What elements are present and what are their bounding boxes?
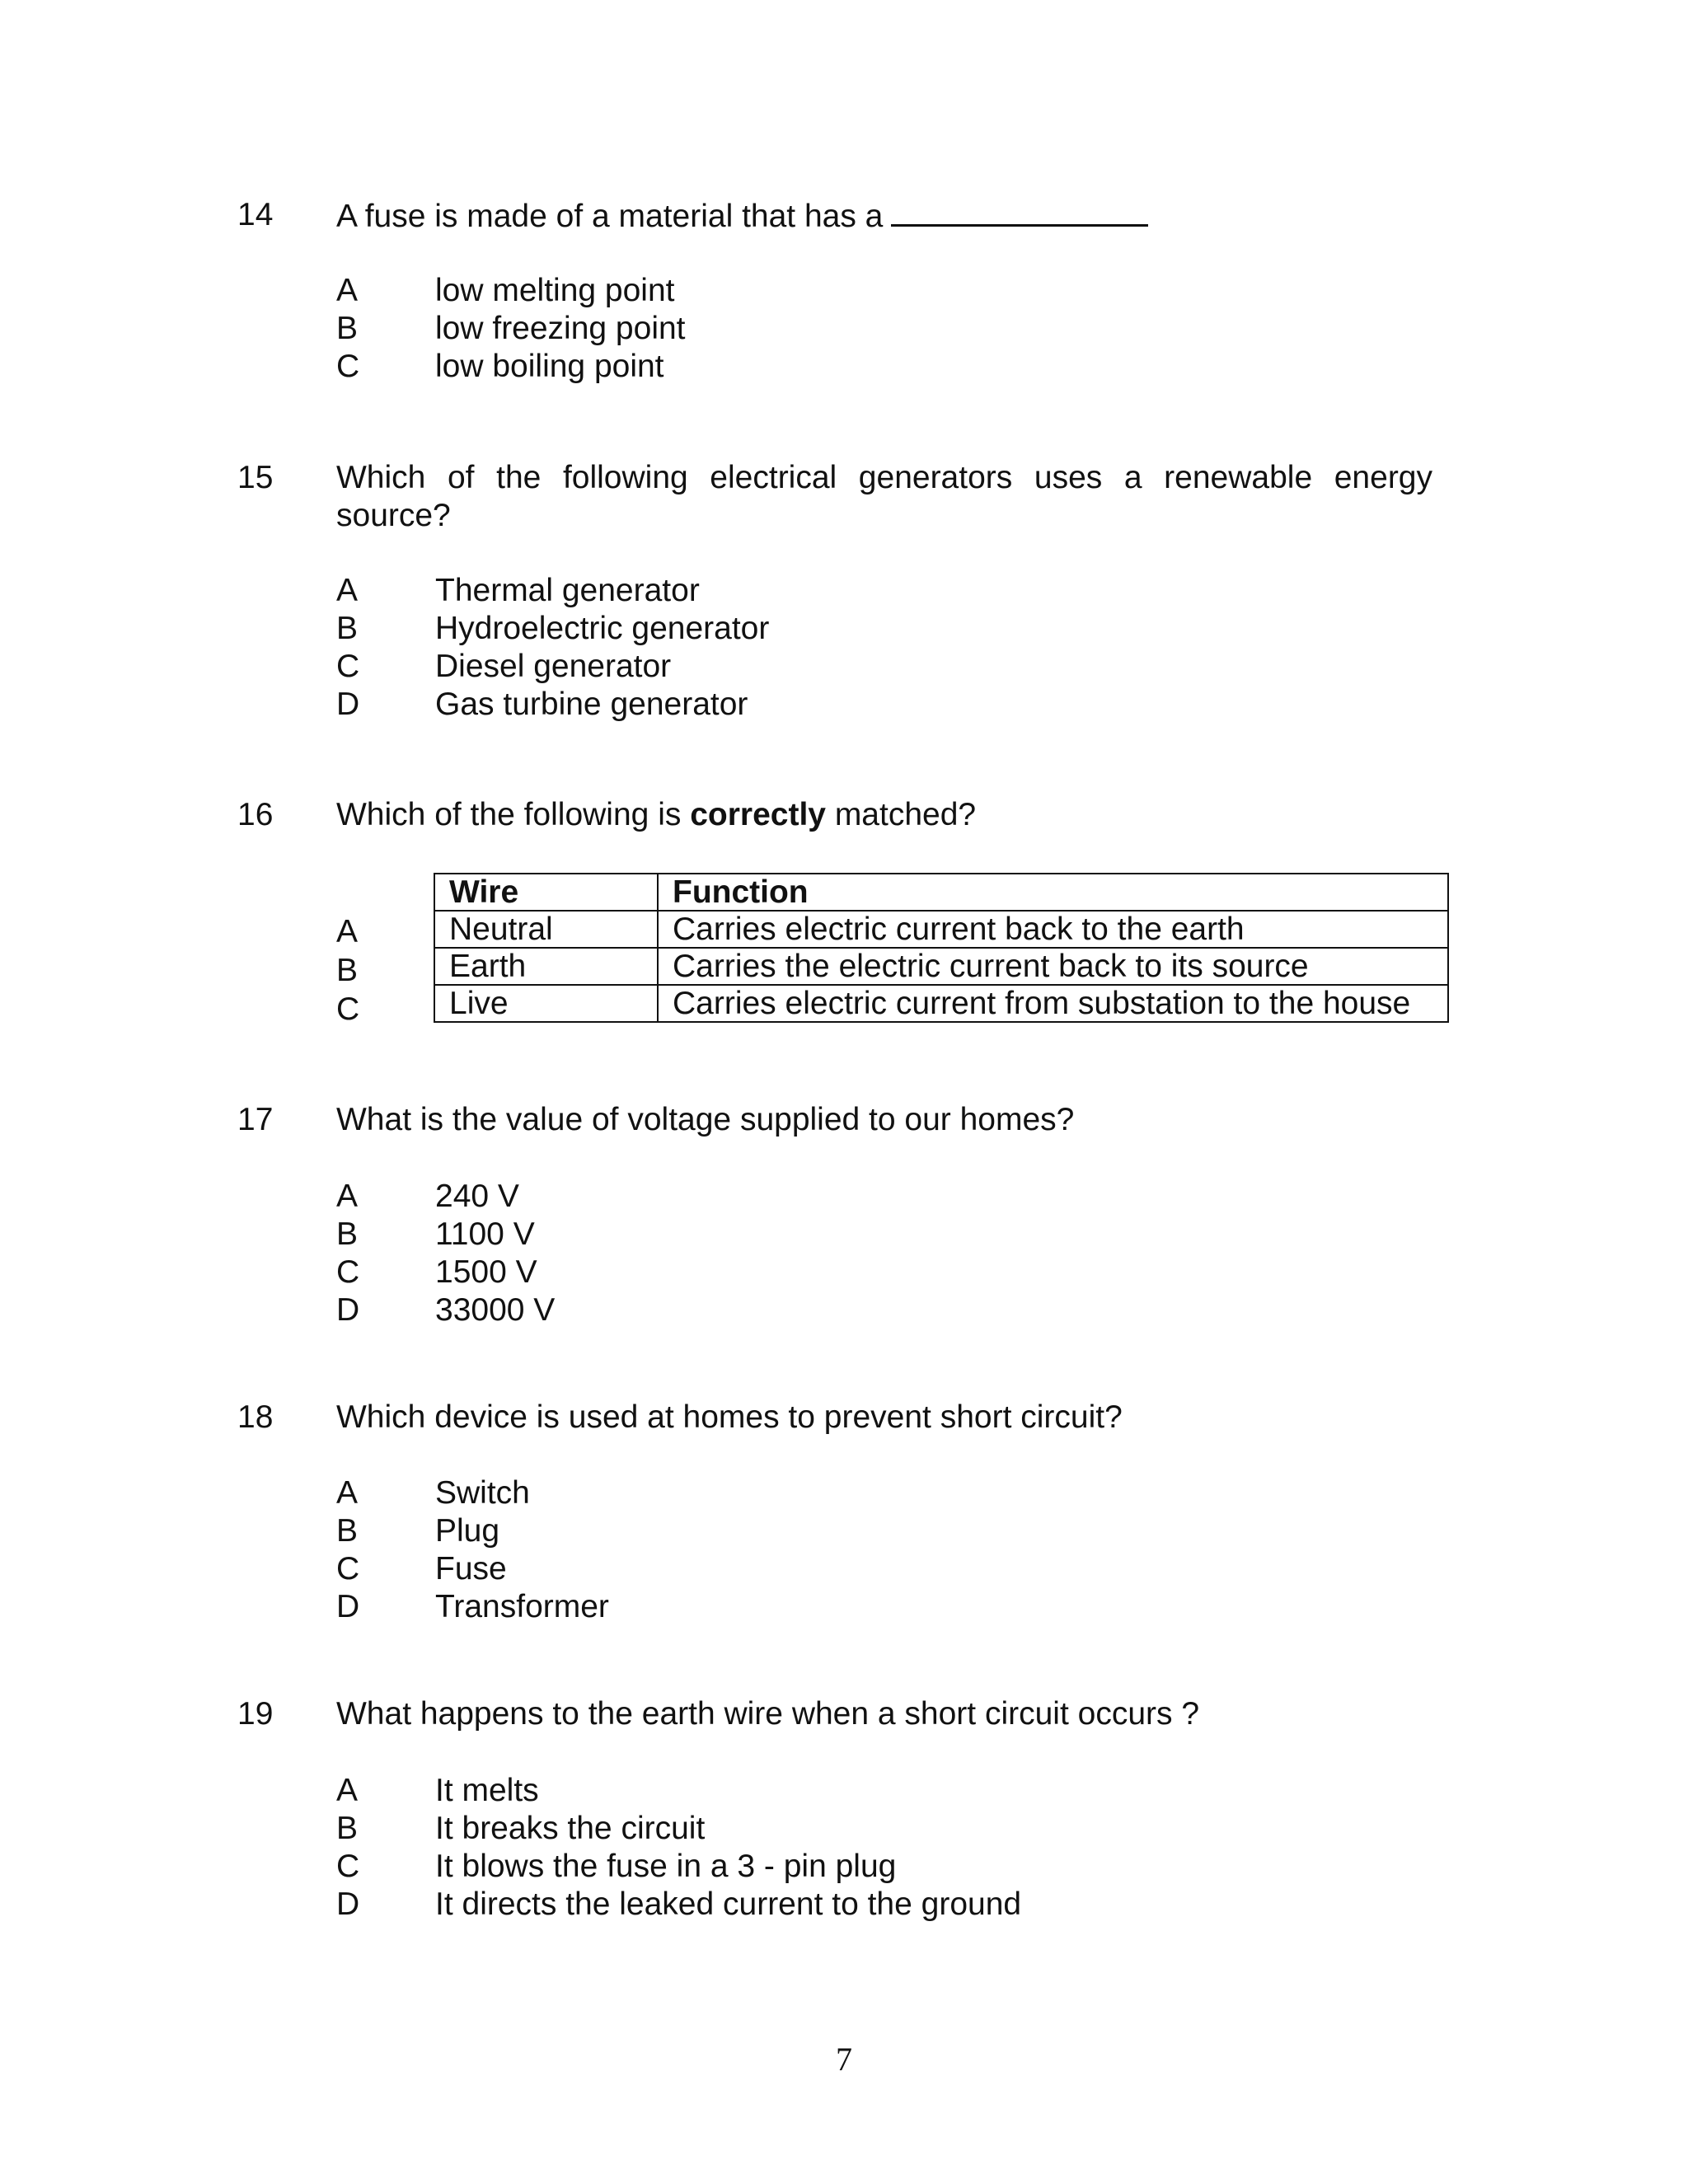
option <box>336 1772 1432 1810</box>
option-letter: B <box>336 611 359 646</box>
option-letter: B <box>336 1216 359 1252</box>
option-text: It melts <box>435 1773 539 1808</box>
question-number: 15 <box>237 460 274 495</box>
option-text: It blows the fuse in a 3 - pin plug <box>435 1849 897 1884</box>
question-stem: Which device is used at homes to prevent short circuit? <box>336 1399 1123 1435</box>
table-cell-function: Carries the electric current back to its source <box>658 948 1448 985</box>
option <box>336 348 1432 386</box>
option-text: Gas turbine generator <box>435 687 748 722</box>
option-text: It breaks the circuit <box>435 1811 706 1846</box>
table-cell-function: Carries electric current back to the earth <box>658 911 1448 948</box>
table-header-row <box>434 874 1448 911</box>
table-cell-wire: Neutral <box>434 911 658 948</box>
table-row <box>434 948 1448 985</box>
option-text: low melting point <box>435 273 675 308</box>
question-stem: Which of the following electrical generators uses a renewable energy source? <box>336 460 1432 533</box>
option-text: low boiling point <box>435 349 664 384</box>
option-letter: D <box>336 1292 360 1328</box>
option-text: Plug <box>435 1513 500 1549</box>
option-letter: C <box>336 1849 360 1884</box>
option-letter: C <box>336 349 360 384</box>
option <box>336 1848 1432 1886</box>
option-letters <box>336 912 419 1029</box>
table-header-wire: Wire <box>434 874 658 911</box>
question-number: 19 <box>237 1696 274 1732</box>
option <box>336 1216 1432 1254</box>
page-number: 7 <box>836 2041 852 2078</box>
option <box>336 1474 1432 1512</box>
question-stem <box>336 796 1432 834</box>
table-header-function: Function <box>658 874 1448 911</box>
emphasis-text: correctly <box>690 797 826 832</box>
option <box>336 610 1432 648</box>
option-letter: B <box>336 1811 359 1846</box>
option-text: Switch <box>435 1475 530 1511</box>
option <box>336 572 1432 610</box>
option-letter: D <box>336 687 360 722</box>
option-letter: A <box>336 273 359 308</box>
option-letter: C <box>336 991 360 1027</box>
option-text: Transformer <box>435 1589 609 1624</box>
option-list <box>336 1772 1432 1924</box>
question-stem: What happens to the earth wire when a short circuit occurs ? <box>336 1696 1200 1732</box>
option-text: 240 V <box>435 1179 519 1214</box>
option-text: It directs the leaked current to the ground <box>435 1886 1022 1922</box>
question-stem <box>336 196 1432 236</box>
option <box>336 1512 1432 1550</box>
option-text: Thermal generator <box>435 573 700 608</box>
question-text: matched? <box>834 797 977 832</box>
option-text: 1100 V <box>435 1216 535 1252</box>
table-cell-wire: Earth <box>434 948 658 985</box>
option-letter: C <box>336 1254 360 1290</box>
option-letter: B <box>336 311 359 346</box>
question-number: 18 <box>237 1399 274 1435</box>
option-letter: B <box>336 953 359 988</box>
option <box>336 1810 1432 1848</box>
option-letter: A <box>336 1773 359 1808</box>
option-letter: B <box>336 1513 359 1549</box>
option <box>336 686 1432 724</box>
table-row <box>434 911 1448 948</box>
table-row <box>434 985 1448 1022</box>
option-letter: A <box>336 1179 359 1214</box>
option-list <box>336 272 1432 386</box>
option-list <box>336 1178 1432 1329</box>
wire-function-table <box>434 873 1449 1023</box>
question-text: Which of the following is <box>336 797 682 832</box>
option-text: Hydroelectric generator <box>435 611 770 646</box>
option <box>336 272 1432 310</box>
option <box>336 1550 1432 1588</box>
option-letter: A <box>336 1475 359 1511</box>
option-letter: D <box>336 1886 360 1922</box>
option-text: low freezing point <box>435 311 686 346</box>
option-letter: C <box>336 649 360 684</box>
table-cell-wire: Live <box>434 985 658 1022</box>
option-text: 1500 V <box>435 1254 537 1290</box>
question-number: 16 <box>237 797 274 832</box>
option-letter: C <box>336 1551 360 1586</box>
option-letter: A <box>336 914 359 949</box>
question-number: 14 <box>237 197 274 232</box>
option <box>336 1254 1432 1291</box>
option <box>336 1178 1432 1216</box>
question-stem: What is the value of voltage supplied to our homes? <box>336 1102 1075 1137</box>
option <box>336 648 1432 686</box>
option-letter: A <box>336 573 359 608</box>
question-text: A fuse is made of a material that has a <box>336 199 884 234</box>
option-text: Fuse <box>435 1551 507 1586</box>
answer-blank <box>891 196 1148 227</box>
question-number: 17 <box>237 1102 274 1137</box>
option <box>336 1291 1432 1329</box>
table-cell-function: Carries electric current from substation to the house <box>658 985 1448 1022</box>
option-list <box>336 1474 1432 1626</box>
option-letter: D <box>336 1589 360 1624</box>
option <box>336 1886 1432 1924</box>
option-text: Diesel generator <box>435 649 672 684</box>
option-list <box>336 572 1432 724</box>
option <box>336 310 1432 348</box>
option <box>336 1588 1432 1626</box>
option-text: 33000 V <box>435 1292 556 1328</box>
